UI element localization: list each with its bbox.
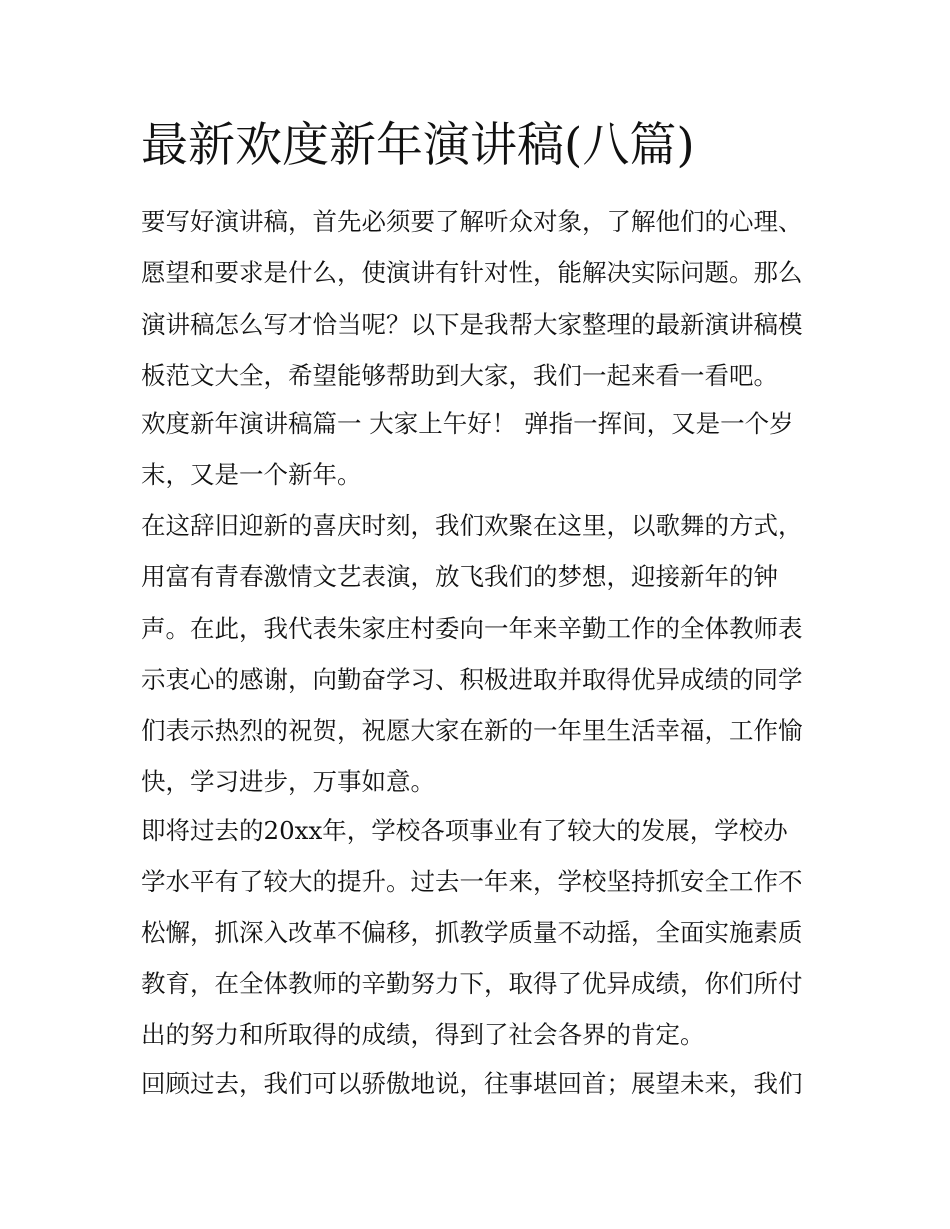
text-line: 松懈，抓深入改革不偏移，抓教学质量不动摇，全面实施素质	[141, 918, 803, 947]
text-line: 末，又是一个新年。	[141, 460, 362, 489]
text-line: 示衷心的感谢，向勤奋学习、积极进取并取得优异成绩的同学	[141, 665, 803, 694]
text-line: 愿望和要求是什么，使演讲有针对性，能解决实际问题。那么	[141, 258, 803, 287]
text-line: 教育，在全体教师的辛勤努力下，取得了优异成绩，你们所付	[141, 969, 803, 998]
document-title: 最新欢度新年演讲稿(八篇)	[141, 118, 695, 173]
text-line: 声。在此，我代表朱家庄村委向一年来辛勤工作的全体教师表	[141, 614, 803, 643]
text-line: 即将过去的20xx年，学校各项事业有了较大的发展，学校办	[141, 816, 788, 845]
text-line: 要写好演讲稿，首先必须要了解听众对象，了解他们的心理、	[141, 207, 803, 236]
text-line: 学水平有了较大的提升。过去一年来，学校坚持抓安全工作不	[141, 867, 803, 896]
text-line: 回顾过去，我们可以骄傲地说，往事堪回首；展望未来，我们	[141, 1069, 803, 1098]
text-line: 欢度新年演讲稿篇一 大家上午好！ 弹指一挥间，又是一个岁	[141, 409, 794, 438]
text-line: 出的努力和所取得的成绩，得到了社会各界的肯定。	[141, 1020, 705, 1049]
text-line: 们表示热烈的祝贺，祝愿大家在新的一年里生活幸福，工作愉	[141, 716, 803, 745]
text-line: 快，学习进步，万事如意。	[141, 767, 435, 796]
text-line: 用富有青春激情文艺表演，放飞我们的梦想，迎接新年的钟	[141, 562, 778, 591]
text-line: 在这辞旧迎新的喜庆时刻，我们欢聚在这里，以歌舞的方式，	[141, 511, 803, 540]
text-line: 演讲稿怎么写才恰当呢？以下是我帮大家整理的最新演讲稿模	[141, 310, 803, 339]
text-line: 板范文大全，希望能够帮助到大家，我们一起来看一看吧。	[141, 361, 778, 390]
